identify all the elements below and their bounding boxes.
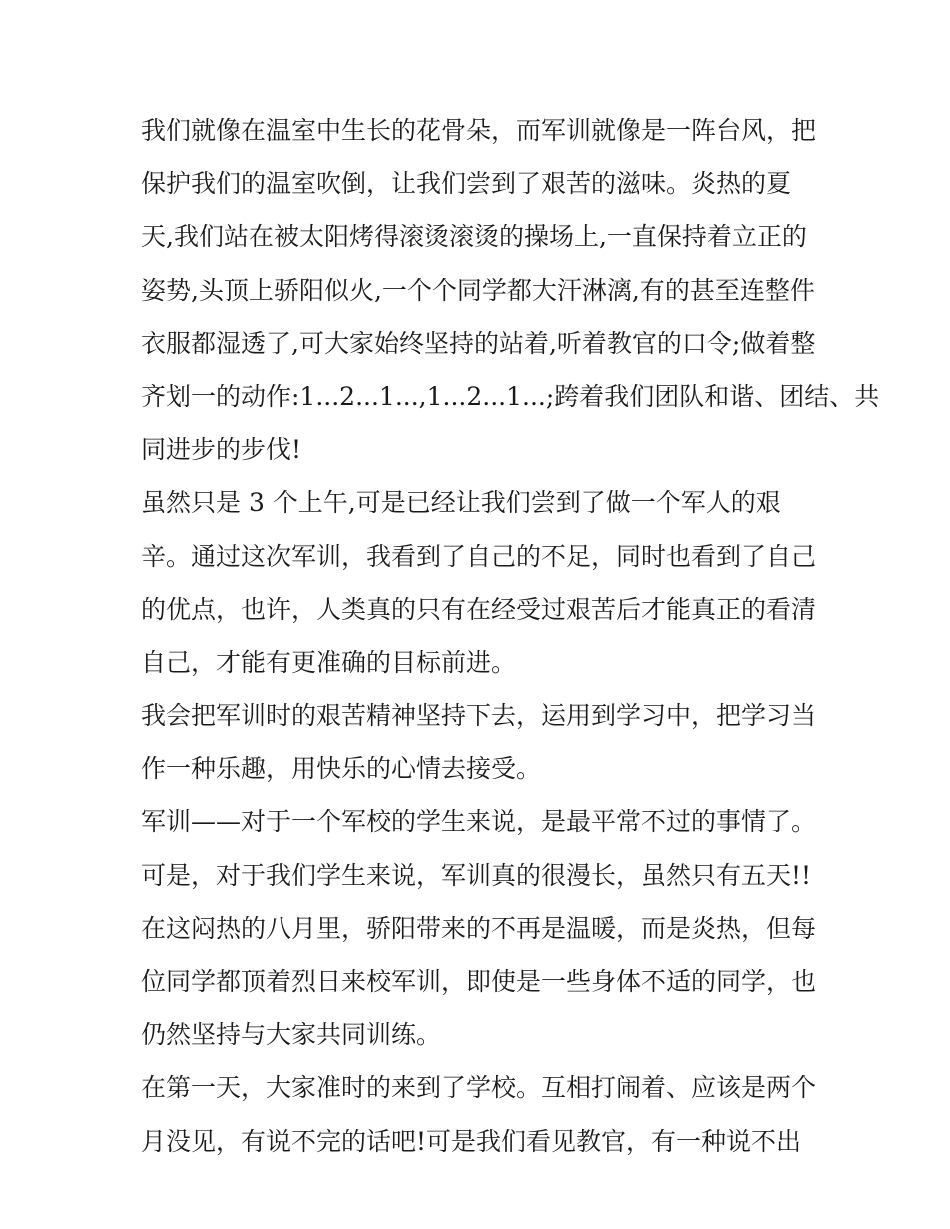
text-line: 同进步的步伐!: [141, 435, 302, 465]
body-text: [141, 104, 880, 1168]
text-line: 作一种乐趣，用快乐的心情去接受。: [141, 754, 542, 784]
text-line: 齐划一的动作:1...2...1...,1...2...1...;跨着我们团队和谐、团结、共: [141, 381, 880, 411]
text-line: 姿势,头顶上骄阳似火,一个个同学都大汗淋漓,有的甚至连整件: [141, 275, 815, 305]
text-line: 可是，对于我们学生来说，军训真的很漫长，虽然只有五天!!: [141, 860, 812, 890]
text-line: 衣服都湿透了,可大家始终坚持的站着,听着教官的口令;做着整: [141, 328, 816, 358]
text-line: 虽然只是 3 个上午,可是已经让我们尝到了做一个军人的艰: [141, 488, 781, 518]
text-line: 月没见，有说不完的话吧!可是我们看见教官，有一种说不出: [141, 1126, 802, 1156]
text-line: 位同学都顶着烈日来校军训，即使是一些身体不适的同学，也: [141, 967, 817, 996]
text-line: 的优点，也许，人类真的只有在经受过艰苦后才能真正的看清: [141, 594, 817, 624]
text-line: 军训——对于一个军校的学生来说，是最平常不过的事情了。: [141, 807, 817, 837]
text-line: 天,我们站在被太阳烤得滚烫滚烫的操场上,一直保持着立正的: [141, 222, 807, 252]
text-line: 在第一天，大家准时的来到了学校。互相打闹着、应该是两个: [141, 1073, 817, 1103]
text-line: 仍然坚持与大家共同训练。: [141, 1020, 442, 1050]
text-line: 我们就像在温室中生长的花骨朵，而军训就像是一阵台风，把: [141, 116, 817, 145]
text-line: 自己，才能有更准确的目标前进。: [141, 647, 517, 677]
text-line: 辛。通过这次军训，我看到了自己的不足，同时也看到了自己: [141, 541, 817, 571]
text-line: 我会把军训时的艰苦精神坚持下去，运用到学习中，把学习当: [141, 701, 817, 731]
text-line: 保护我们的温室吹倒，让我们尝到了艰苦的滋味。炎热的夏: [141, 169, 792, 199]
text-line: 在这闷热的八月里，骄阳带来的不再是温暖，而是炎热，但每: [141, 913, 817, 943]
